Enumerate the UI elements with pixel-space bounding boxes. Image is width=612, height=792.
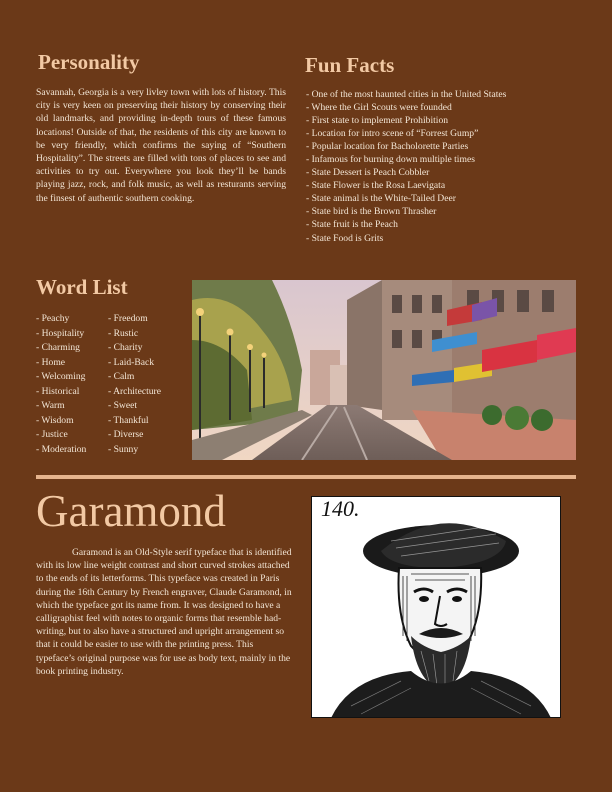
word-item: - Rustic <box>108 327 139 339</box>
personality-body: Savannah, Georgia is a very livley town with lots of history. This city is very keen on preserving their history by conserving their old landmarks, and providing in-depth tours of these famous locations! Outside of that, the residents of this city are known to be very friendly, which confirms the saying of “Southern Hospitality”. The streets are filled with tons of places to see and activities to try out. Everywhere you look they’ll be bands playing jazz, rock, and folk music, as well as resturants serving the finsest of authentic southern cooking. <box>36 87 286 204</box>
fun-fact-item: - State bird is the Brown Thrasher <box>306 206 437 218</box>
fun-fact-item: - State fruit is the Peach <box>306 219 398 231</box>
word-list-column-2 <box>108 312 188 457</box>
word-item: - Justice <box>36 429 68 440</box>
word-item: - Welcoming <box>36 371 86 382</box>
word-item: - Charming <box>36 342 80 353</box>
claude-garamond-portrait <box>311 496 561 718</box>
fun-fact-item: - One of the most haunted cities in the United States <box>306 89 507 100</box>
fun-fact-item: - First state to implement Prohibition <box>306 115 449 127</box>
personality-heading: Personality <box>38 50 140 74</box>
word-item: - Charity <box>108 342 143 353</box>
word-item: - Peachy <box>36 313 70 324</box>
fun-fact-item: - Where the Girl Scouts were founded <box>306 102 452 114</box>
word-item: - Moderation <box>36 443 87 455</box>
savannah-street-photo <box>192 280 576 460</box>
word-item: - Architecture <box>108 385 162 397</box>
portrait-caption: 140. <box>321 496 360 521</box>
word-item: - Sweet <box>108 400 138 411</box>
word-item: - Home <box>36 356 66 368</box>
word-item: - Calm <box>108 371 135 382</box>
garamond-body: Garamond is an Old-Style serif typeface that is identified with its low line weight contrast and short curved strokes attached to the ends of its letterforms. This typeface was created in Paris during the 16th Century by French engraver, Claude Garamond, in which the typeface got its name from. It was designed to have a calligraphist feel with notes to organic forms that resemble had-writing, but to also have a structured and upright arrangement so that it could be easier to use with the printing press. This typeface’s original purpose was for use as body text, mainly in the book printing industry. <box>36 547 292 677</box>
fun-fact-item: - Infamous for burning down multiple times <box>306 154 475 166</box>
fun-fact-item: - Location for intro scene of “Forrest Gump” <box>306 128 479 140</box>
word-item: - Thankful <box>108 414 149 426</box>
fun-fact-item: - State Dessert is Peach Cobbler <box>306 167 430 179</box>
fun-fact-item: - State animal is the White-Tailed Deer <box>306 193 456 205</box>
word-item: - Freedom <box>108 313 148 324</box>
word-item: - Hospitality <box>36 327 85 339</box>
word-item: - Sunny <box>108 443 139 455</box>
fun-fact-item: - State Flower is the Rosa Laevigata <box>306 180 446 192</box>
fun-fact-item: - Popular location for Bacholorette Parties <box>306 141 469 153</box>
word-item: - Laid-Back <box>108 356 155 368</box>
fun-fact-item: - State Food is Grits <box>306 232 384 244</box>
word-item: - Historical <box>36 385 80 397</box>
word-item: - Wisdom <box>36 414 74 426</box>
word-list-heading: Word List <box>36 275 128 299</box>
word-item: - Diverse <box>108 429 144 440</box>
word-item: - Warm <box>36 400 65 411</box>
fun-facts-list <box>306 88 596 245</box>
garamond-heading: Garamond <box>36 486 226 536</box>
section-divider <box>36 475 576 479</box>
word-list-column-1 <box>36 312 108 457</box>
fun-facts-heading: Fun Facts <box>305 53 395 77</box>
